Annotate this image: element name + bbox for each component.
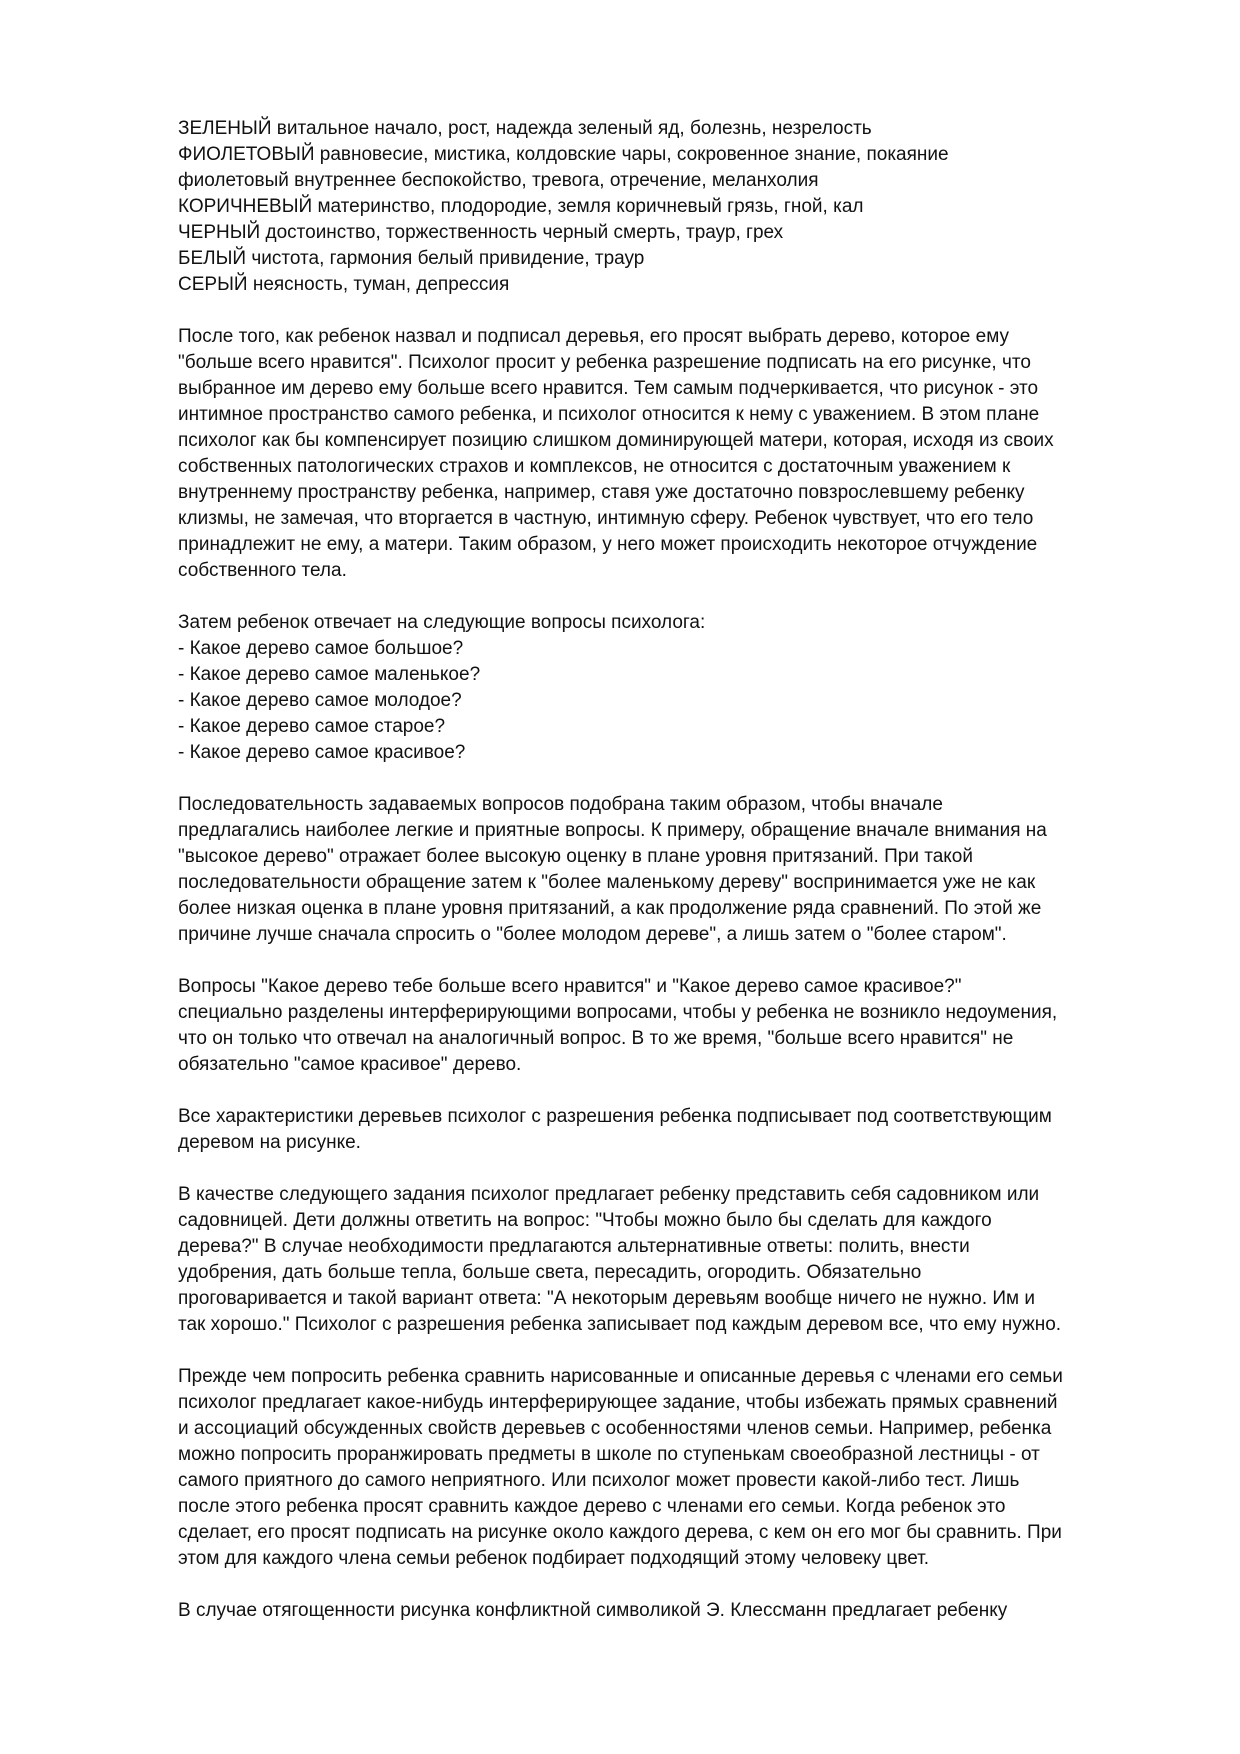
text-line: удобрения, дать больше тепла, больше света, пересадить, огородить. Обязательно [178,1262,922,1283]
text-line: Все характеристики деревьев психолог с разрешения ребенка подписывает под соответствующим [178,1106,1052,1127]
text-line: собственных патологических страхов и комплексов, не относится с достаточным уважением к [178,456,1011,477]
text-line: психолог как бы компенсирует позицию слишком доминирующей матери, которая, исходя из своих [178,430,1054,451]
text-line: сделает, его просят подписать на рисунке около каждого дерева, с кем он его мог бы сравнить. При [178,1522,1062,1543]
text-line: "больше всего нравится". Психолог просит у ребенка разрешение подписать на его рисунке, что [178,352,1031,373]
paragraph-gardener-task [178,1182,1188,1338]
questions-intro: Затем ребенок отвечает на следующие вопросы психолога: [178,612,706,633]
text-line: психолог предлагает какое-нибудь интерферирующее задание, чтобы избежать прямых сравнений [178,1392,1058,1413]
text-line: собственного тела. [178,560,347,581]
paragraph-conflict-symbolism [178,1598,1188,1624]
question-item: - Какое дерево самое большое? [178,638,464,659]
color-symbolism-list [178,116,1188,298]
text-line: более низкая оценка в плане уровня притязаний, а как продолжение ряда сравнений. По этой же [178,898,1042,919]
text-line: клизмы, не замечая, что вторгается в частную, интимную сферу. Ребенок чувствует, что его тело [178,508,1034,529]
question-item: - Какое дерево самое молодое? [178,690,462,711]
text-line: после этого ребенка просят сравнить каждое дерево с членами его семьи. Когда ребенок это [178,1496,1006,1517]
text-line: предлагались наиболее легкие и приятные вопросы. К примеру, обращение вначале внимания на [178,820,1047,841]
text-line: дерева?" В случае необходимости предлагаются альтернативные ответы: полить, внести [178,1236,970,1257]
text-line: выбранное им дерево ему больше всего нравится. Тем самым подчеркивается, что рисунок - это [178,378,1039,399]
question-item: - Какое дерево самое маленькое? [178,664,481,685]
question-item: - Какое дерево самое старое? [178,716,446,737]
text-line: последовательности обращение затем к "более маленькому дереву" воспринимается уже не как [178,872,1036,893]
text-line: причине лучше сначала спросить о "более молодом дереве", а лишь затем о "более старом". [178,924,1007,945]
text-line: "высокое дерево" отражает более высокую оценку в плане уровня притязаний. При такой [178,846,973,867]
text-line: Последовательность задаваемых вопросов подобрана таким образом, чтобы вначале [178,794,943,815]
paragraph-characteristics [178,1104,1188,1156]
text-line: и ассоциаций обсужденных свойств деревьев с особенностями членов семьи. Например, ребенка [178,1418,1052,1439]
paragraph-family-comparison [178,1364,1188,1572]
text-line: что он только что отвечал на аналогичный вопрос. В то же время, "больше всего нравится" не [178,1028,1014,1049]
question-item: - Какое дерево самое красивое? [178,742,466,763]
document-page [178,116,1188,1650]
text-line: В качестве следующего задания психолог предлагает ребенку представить себя садовником или [178,1184,1040,1205]
text-line: внутреннему пространству ребенка, например, ставя уже достаточно повзрослевшему ребенку [178,482,1025,503]
text-line: проговаривается и такой вариант ответа: "А некоторым деревьям вообще ничего не нужно. Им и [178,1288,1035,1309]
color-line-white: БЕЛЫЙ чистота, гармония белый привидение, траур [178,248,645,269]
color-line-violet-negative: фиолетовый внутреннее беспокойство, тревога, отречение, меланхолия [178,170,819,191]
color-line-green: ЗЕЛЕНЫЙ витальное начало, рост, надежда зеленый яд, болезнь, незрелость [178,118,872,139]
text-line: После того, как ребенок назвал и подписал деревья, его просят выбрать дерево, которое ему [178,326,1009,347]
text-line: садовницей. Дети должны ответить на вопрос: "Чтобы можно было бы сделать для каждого [178,1210,992,1231]
text-line: обязательно "самое красивое" дерево. [178,1054,522,1075]
color-line-violet: ФИОЛЕТОВЫЙ равновесие, мистика, колдовские чары, сокровенное знание, покаяние [178,144,949,165]
text-line: принадлежит не ему, а матери. Таким образом, у него может происходить некоторое отчуждение [178,534,1038,555]
text-line: самого приятного до самого неприятного. Или психолог может провести какой-либо тест. Лишь [178,1470,1020,1491]
text-line: так хорошо." Психолог с разрешения ребенка записывает под каждым деревом все, что ему нужно. [178,1314,1062,1335]
paragraph-question-order [178,792,1188,948]
text-line: этом для каждого члена семьи ребенок подбирает подходящий этому человеку цвет. [178,1548,930,1569]
text-line: Прежде чем попросить ребенка сравнить нарисованные и описанные деревья с членами его семьи [178,1366,1063,1387]
color-line-gray: СЕРЫЙ неясность, туман, депрессия [178,274,510,295]
text-line: интимное пространство самого ребенка, и психолог относится к нему с уважением. В этом плане [178,404,1040,425]
color-line-black: ЧЕРНЫЙ достоинство, торжественность черный смерть, траур, грех [178,222,784,243]
color-line-brown: КОРИЧНЕВЫЙ материнство, плодородие, земля коричневый грязь, гной, кал [178,196,864,217]
text-line: Вопросы "Какое дерево тебе больше всего нравится" и "Какое дерево самое красивое?" [178,976,962,997]
text-line: специально разделены интерферирующими вопросами, чтобы у ребенка не возникло недоумения, [178,1002,1058,1023]
paragraph-interfering-questions [178,974,1188,1078]
text-line: можно попросить проранжировать предметы в школе по ступенькам своеобразной лестницы - от [178,1444,1040,1465]
text-line: В случае отягощенности рисунка конфликтной символикой Э. Клессманн предлагает ребенку [178,1600,1008,1621]
paragraph-favorite-tree [178,324,1188,584]
text-line: деревом на рисунке. [178,1132,361,1153]
questions-list [178,610,1188,766]
